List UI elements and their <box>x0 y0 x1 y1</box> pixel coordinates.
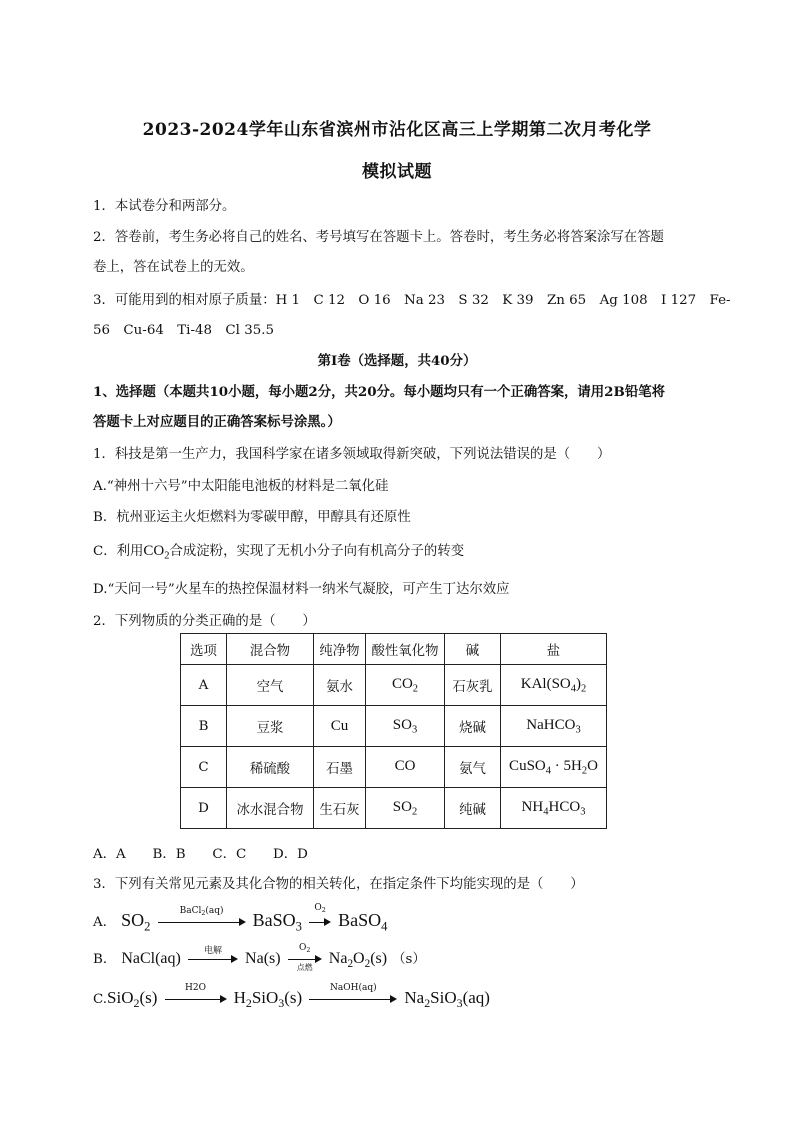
row-pure: 生石灰 <box>314 788 366 829</box>
note-1: 1．本试卷分和两部分。 <box>93 199 236 214</box>
arrow-condition: BaCl$_2$(aq) <box>179 905 224 917</box>
row-pure: 石墨 <box>314 747 366 788</box>
arrow-condition: NaOH(aq) <box>329 982 377 993</box>
q1-option-a: A.“神州十六号”中太阳能电池板的材料是二氧化硅 <box>93 479 389 494</box>
row-base: 石灰乳 <box>445 665 501 706</box>
oxide-text: CO <box>394 757 416 774</box>
section-instruction-2: 答题卡上对应题目的正确答案标号涂黑。） <box>93 414 341 430</box>
table-row <box>181 665 607 706</box>
note-3a: 3．可能用到的相对原子质量：H 1 C 12 O 16 Na 23 S 32 K 39 Zn 65 Ag 108 I 127 Fe- <box>93 293 731 308</box>
q1-option-c-suffix: 合成淀粉，实现了无机小分子向有机高分子的转变 <box>169 544 465 559</box>
oxide-text: SO <box>392 716 412 733</box>
row-mixture: 冰水混合物 <box>227 788 314 829</box>
note-2b: 卷上，答在试卷上的无效。 <box>93 260 254 275</box>
row-base: 烧碱 <box>445 706 501 747</box>
row-oxide <box>366 665 445 706</box>
row-oxide <box>366 706 445 747</box>
q1-option-c-formula <box>143 543 170 562</box>
header-pure: 纯净物 <box>314 634 366 665</box>
oxide-sub: 2 <box>411 806 418 818</box>
row-option: D <box>181 788 227 829</box>
q2-stem: 2．下列物质的分类正确的是（ ） <box>93 614 316 629</box>
header-mixture: 混合物 <box>227 634 314 665</box>
row-salt: NaHCO$_3$ <box>501 706 607 747</box>
formula-baso3: BaSO$_3$ <box>252 910 302 934</box>
reaction-arrow <box>309 902 331 928</box>
q3-a-label: A． <box>93 915 117 930</box>
q1-option-c-prefix: C．利用 <box>93 544 144 559</box>
formula-na-s: Na(s) <box>245 950 281 967</box>
oxide-sub: 2 <box>412 683 419 695</box>
classification-table <box>180 633 607 829</box>
exam-title-line1: 2023-2024学年山东省滨州市沾化区高三上学期第二次月考化学 <box>142 120 652 140</box>
note-3b: 56 Cu-64 Ti-48 Cl 35.5 <box>93 323 275 338</box>
table-row <box>181 788 607 829</box>
q1-option-b: B．杭州亚运主火炬燃料为零碳甲醇，甲醇具有还原性 <box>93 510 411 525</box>
q2-answers: A．A B．B C．C D．D <box>93 847 308 862</box>
arrow-condition-bottom: 点燃 <box>296 962 313 972</box>
table-row <box>181 706 607 747</box>
q3-option-b <box>93 942 426 972</box>
oxide-text: CO <box>391 675 413 692</box>
row-base: 氨气 <box>445 747 501 788</box>
q1-option-c <box>93 540 464 562</box>
formula-na2o2-s: $Na_2O_2(s)$ <box>328 950 388 970</box>
q1-stem: 1．科技是第一生产力，我国科学家在诸多领域取得新突破，下列说法错误的是（ ） <box>93 447 611 462</box>
q1-option-d: D.“天问一号”火星车的热控保温材料一纳米气凝胶，可产生丁达尔效应 <box>93 582 510 597</box>
row-option: A <box>181 665 227 706</box>
exam-title-line2: 模拟试题 <box>362 162 432 182</box>
table-row <box>181 747 607 788</box>
header-option: 选项 <box>181 634 227 665</box>
section-instruction-1: 1、选择题（本题共10小题，每小题2分，共20分。每小题均只有一个正确答案，请用2B铅笔将 <box>93 384 665 400</box>
reaction-arrow <box>158 905 246 928</box>
row-option: B <box>181 706 227 747</box>
q3-option-a <box>93 902 388 934</box>
q3-b-label: B． <box>93 952 117 967</box>
row-oxide <box>366 788 445 829</box>
row-pure: 氨水 <box>314 665 366 706</box>
reaction-arrow <box>309 982 397 1005</box>
note-2a: 2．答卷前，考生务必将自己的姓名、考号填写在答题卡上。答卷时，考生务必将答案涂写在答题 <box>93 230 664 245</box>
row-salt: $KAl(SO_4)_2$ <box>501 665 607 706</box>
formula-so2: $SO_2$ <box>121 910 151 934</box>
arrow-condition: 电解 <box>203 945 222 956</box>
row-base: 纯碱 <box>445 788 501 829</box>
row-mixture: 空气 <box>227 665 314 706</box>
q3-c-label: C. <box>93 992 108 1007</box>
co-subscript: 2 <box>164 550 170 562</box>
arrow-condition-top: $O_2$ <box>298 942 311 954</box>
reaction-arrow <box>188 945 238 965</box>
table-header-row <box>181 634 607 665</box>
reaction-arrow <box>288 942 322 972</box>
co-text: CO <box>143 543 165 559</box>
formula-sio2-s: SiO$_2$(s) <box>107 988 158 1011</box>
row-oxide <box>366 747 445 788</box>
header-salt: 盐 <box>501 634 607 665</box>
q3-b-tail: （s） <box>392 952 426 967</box>
row-salt: $NH_4HCO_3$ <box>501 788 607 829</box>
header-acidic-oxide: 酸性氧化物 <box>366 634 445 665</box>
row-option: C <box>181 747 227 788</box>
oxide-sub: 3 <box>411 724 418 736</box>
arrow-condition: $O_2$ <box>314 902 326 914</box>
formula-baso4: BaSO$_4$ <box>338 910 388 934</box>
row-mixture: 稀硫酸 <box>227 747 314 788</box>
formula-nacl-aq: NaCl(aq) <box>121 950 181 967</box>
oxide-text: SO <box>392 798 412 815</box>
q3-stem: 3．下列有关常见元素及其化合物的相关转化，在指定条件下均能实现的是（ ） <box>93 877 584 892</box>
arrow-condition: H2O <box>185 982 206 993</box>
header-base: 碱 <box>445 634 501 665</box>
formula-na2sio3-aq: $Na_2SiO_3(aq)$ <box>404 988 490 1011</box>
formula-h2sio3-s: $H_2SiO_3(s)$ <box>233 988 303 1011</box>
row-mixture: 豆浆 <box>227 706 314 747</box>
section-title: 第Ⅰ卷（选择题，共40分） <box>317 353 477 369</box>
q3-option-c <box>93 982 490 1011</box>
row-pure: Cu <box>314 706 366 747</box>
row-salt: CuSO$_4$ · $5H_2O$ <box>501 747 607 788</box>
reaction-arrow <box>165 982 227 1005</box>
